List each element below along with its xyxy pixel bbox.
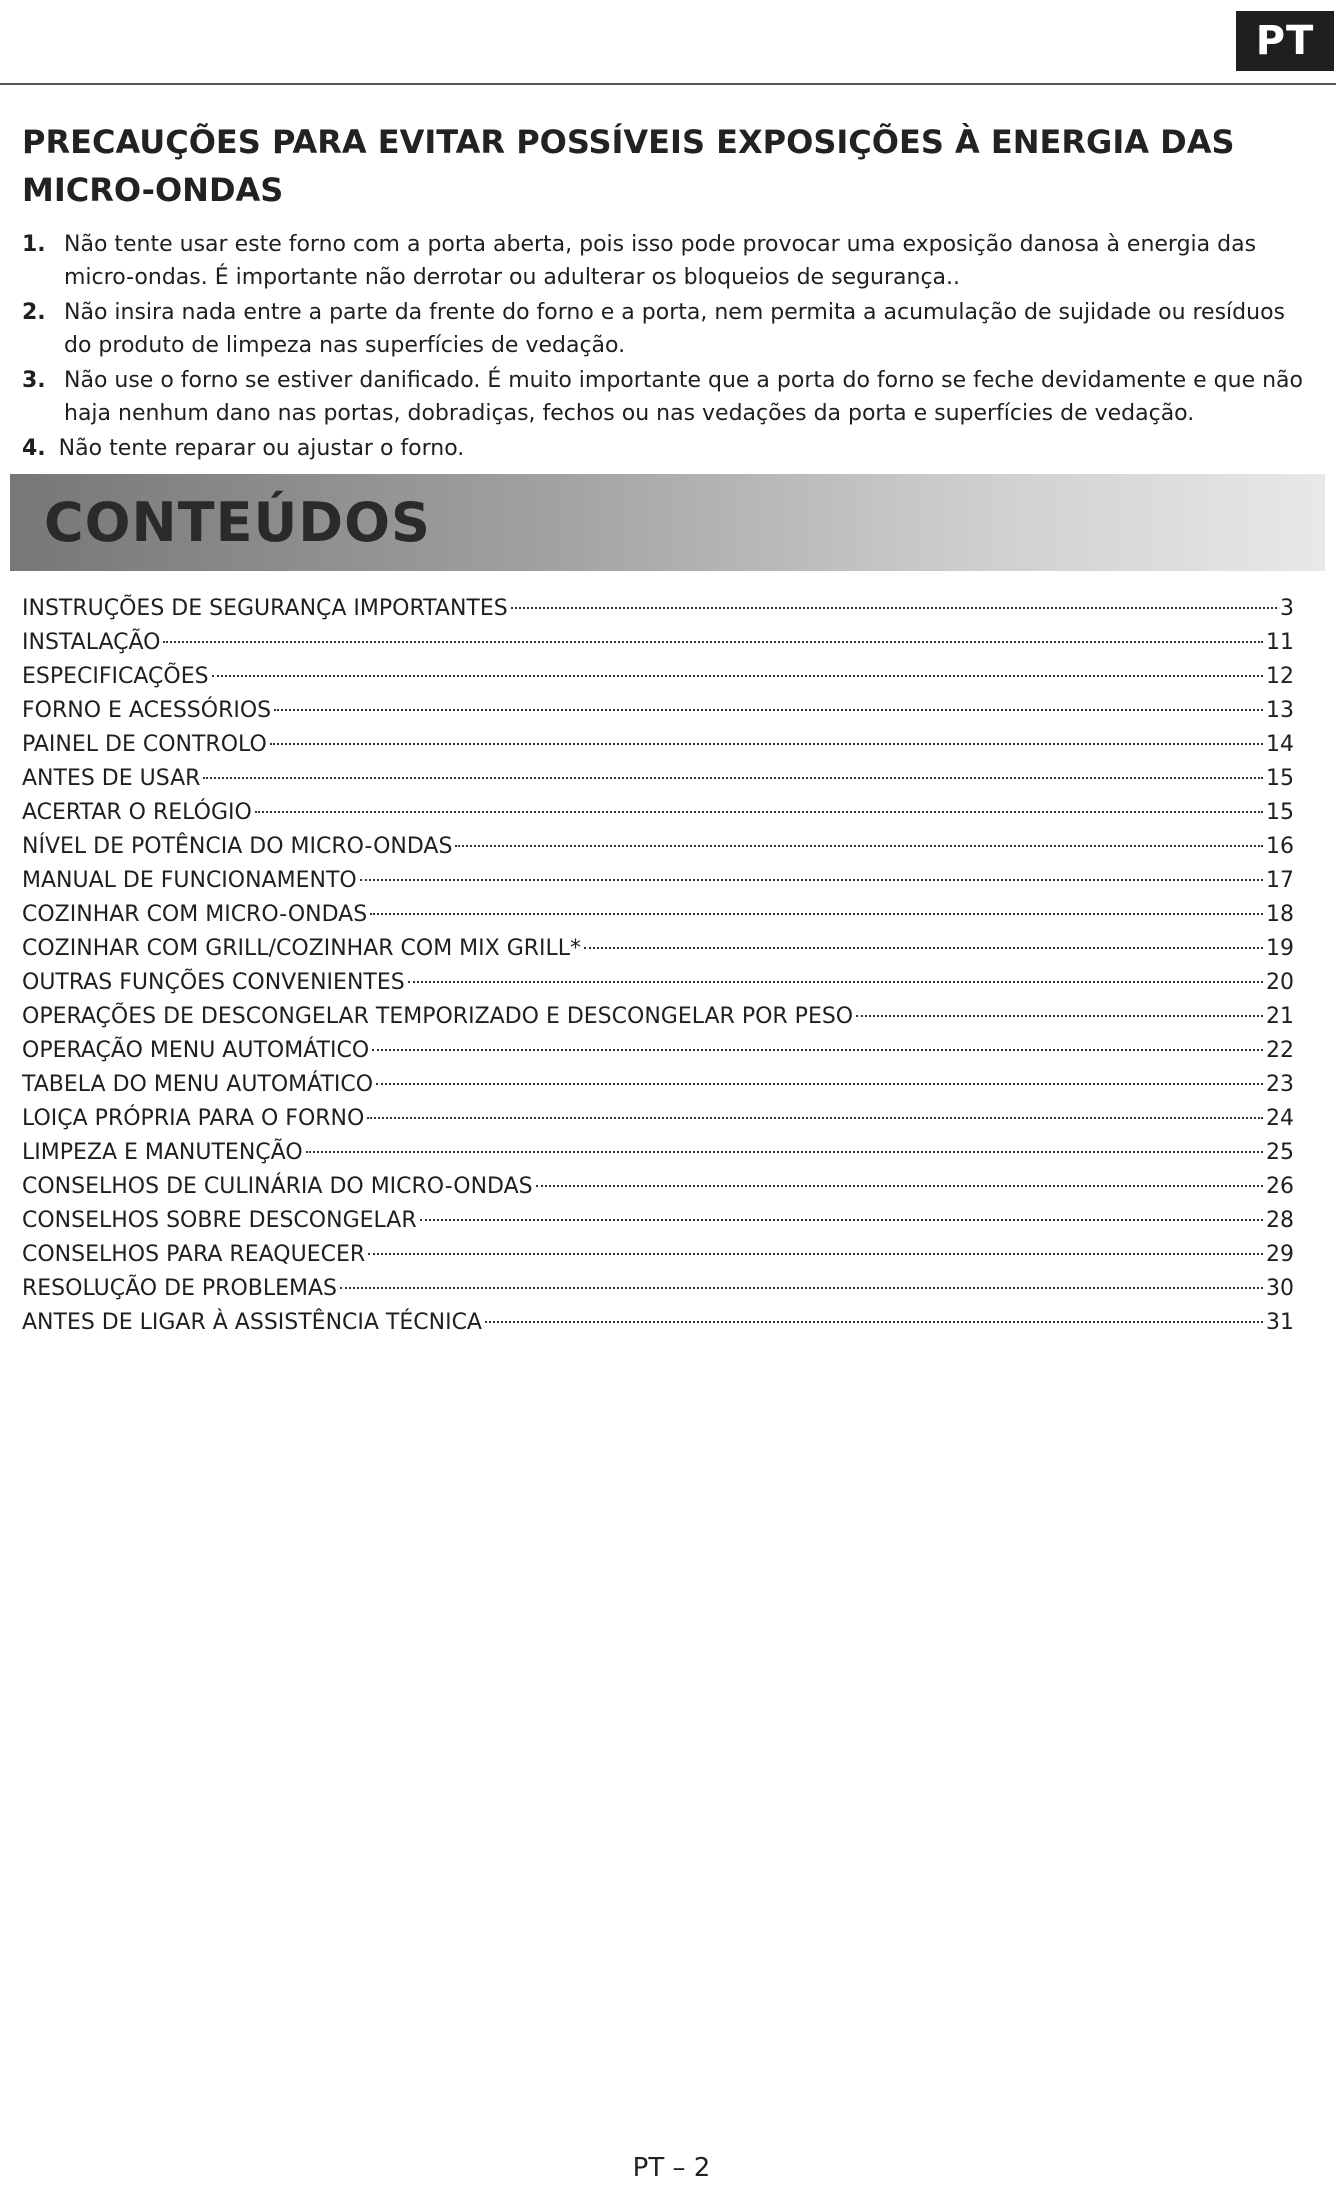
toc-entry[interactable] — [22, 830, 1294, 864]
toc-entry-page: 19 — [1266, 936, 1294, 961]
toc-dot-leader — [455, 845, 1263, 847]
toc-dot-leader — [340, 1287, 1263, 1289]
precaution-text: Não tente reparar ou ajustar o forno. — [58, 436, 465, 461]
toc-entry-page: 15 — [1266, 766, 1294, 791]
precautions-title: PRECAUÇÕES PARA EVITAR POSSÍVEIS EXPOSIÇÕES À ENERGIA DAS MICRO-ONDAS — [22, 123, 1235, 209]
toc-entry-title: FORNO E ACESSÓRIOS — [22, 698, 272, 723]
toc-entry[interactable] — [22, 1000, 1294, 1034]
table-of-contents — [22, 592, 1294, 1340]
toc-dot-leader — [372, 1049, 1263, 1051]
contents-banner — [10, 474, 1325, 571]
precaution-item — [22, 432, 1312, 465]
toc-dot-leader — [367, 1117, 1263, 1119]
toc-dot-leader — [306, 1151, 1263, 1153]
precaution-text: Não insira nada entre a parte da frente do forno e a porta, nem permita a acumulação de sujidade ou resíduos do produto de limpeza nas superfícies de vedação. — [64, 300, 1285, 358]
toc-entry[interactable] — [22, 1034, 1294, 1068]
toc-entry-title: PAINEL DE CONTROLO — [22, 732, 267, 757]
precaution-text: Não use o forno se estiver danificado. É muito importante que a porta do forno se feche devidamente e que não haja nenhum dano nas portas, dobradiças, fechos ou nas vedações da porta e superfícies de vedação. — [64, 368, 1303, 426]
toc-entry[interactable] — [22, 1204, 1294, 1238]
toc-entry-page: 30 — [1266, 1276, 1294, 1301]
precaution-number: 3. — [22, 368, 46, 393]
precaution-item — [22, 296, 1312, 362]
toc-entry-page: 16 — [1266, 834, 1294, 859]
toc-entry-page: 22 — [1266, 1038, 1294, 1063]
toc-dot-leader — [408, 981, 1263, 983]
precaution-number: 1. — [22, 232, 46, 257]
toc-entry[interactable] — [22, 864, 1294, 898]
toc-entry-page: 25 — [1266, 1140, 1294, 1165]
toc-dot-leader — [511, 607, 1277, 609]
toc-dot-leader — [584, 947, 1263, 949]
precaution-number: 2. — [22, 300, 46, 325]
toc-entry-title: MANUAL DE FUNCIONAMENTO — [22, 868, 357, 893]
toc-dot-leader — [203, 777, 1263, 779]
language-badge: PT — [1236, 11, 1334, 71]
toc-entry-page: 11 — [1266, 630, 1294, 655]
toc-entry-title: COZINHAR COM MICRO-ONDAS — [22, 902, 368, 927]
toc-entry-title: LOIÇA PRÓPRIA PARA O FORNO — [22, 1106, 365, 1131]
toc-entry-page: 15 — [1266, 800, 1294, 825]
toc-entry[interactable] — [22, 1068, 1294, 1102]
toc-entry-page: 3 — [1280, 596, 1294, 621]
toc-entry-title: NÍVEL DE POTÊNCIA DO MICRO-ONDAS — [22, 834, 453, 859]
toc-entry-title: OPERAÇÕES DE DESCONGELAR TEMPORIZADO E DESCONGELAR POR PESO — [22, 1004, 854, 1029]
toc-dot-leader — [376, 1083, 1263, 1085]
toc-entry[interactable] — [22, 1306, 1294, 1340]
header-divider — [0, 83, 1336, 85]
precautions-section — [22, 118, 1312, 467]
toc-dot-leader — [212, 675, 1263, 677]
toc-entry-page: 13 — [1266, 698, 1294, 723]
toc-entry-title: INSTRUÇÕES DE SEGURANÇA IMPORTANTES — [22, 596, 508, 621]
precaution-number: 4. — [22, 436, 46, 461]
toc-entry-title: CONSELHOS SOBRE DESCONGELAR — [22, 1208, 417, 1233]
toc-entry[interactable] — [22, 660, 1294, 694]
toc-entry-title: OPERAÇÃO MENU AUTOMÁTICO — [22, 1038, 370, 1063]
toc-entry-title: OUTRAS FUNÇÕES CONVENIENTES — [22, 970, 405, 995]
toc-entry-page: 28 — [1266, 1208, 1294, 1233]
toc-entry[interactable] — [22, 1136, 1294, 1170]
toc-entry[interactable] — [22, 694, 1294, 728]
toc-entry-title: ANTES DE LIGAR À ASSISTÊNCIA TÉCNICA — [22, 1310, 482, 1335]
toc-dot-leader — [163, 641, 1263, 643]
toc-dot-leader — [274, 709, 1263, 711]
toc-entry-page: 20 — [1266, 970, 1294, 995]
precaution-item — [22, 364, 1312, 430]
toc-entry-page: 26 — [1266, 1174, 1294, 1199]
toc-entry-title: TABELA DO MENU AUTOMÁTICO — [22, 1072, 374, 1097]
toc-entry[interactable] — [22, 932, 1294, 966]
precautions-list — [22, 228, 1312, 465]
toc-entry[interactable] — [22, 796, 1294, 830]
toc-entry-title: INSTALAÇÃO — [22, 630, 161, 655]
toc-entry-page: 29 — [1266, 1242, 1294, 1267]
toc-entry-page: 14 — [1266, 732, 1294, 757]
toc-entry[interactable] — [22, 966, 1294, 1000]
toc-entry-title: CONSELHOS DE CULINÁRIA DO MICRO-ONDAS — [22, 1174, 533, 1199]
toc-dot-leader — [856, 1015, 1263, 1017]
toc-entry-title: ANTES DE USAR — [22, 766, 201, 791]
toc-entry[interactable] — [22, 1238, 1294, 1272]
toc-dot-leader — [536, 1185, 1263, 1187]
precaution-item — [22, 228, 1312, 294]
toc-entry-page: 17 — [1266, 868, 1294, 893]
toc-entry-page: 31 — [1266, 1310, 1294, 1335]
toc-entry-title: CONSELHOS PARA REAQUECER — [22, 1242, 366, 1267]
toc-dot-leader — [270, 743, 1263, 745]
toc-dot-leader — [360, 879, 1263, 881]
toc-entry-title: ESPECIFICAÇÕES — [22, 664, 209, 689]
toc-entry[interactable] — [22, 1170, 1294, 1204]
toc-dot-leader — [368, 1253, 1263, 1255]
toc-entry-page: 23 — [1266, 1072, 1294, 1097]
toc-entry[interactable] — [22, 626, 1294, 660]
toc-entry-page: 18 — [1266, 902, 1294, 927]
toc-entry[interactable] — [22, 728, 1294, 762]
toc-entry-page: 12 — [1266, 664, 1294, 689]
toc-entry-title: COZINHAR COM GRILL/COZINHAR COM MIX GRILL* — [22, 936, 582, 961]
toc-dot-leader — [370, 913, 1263, 915]
page-number: PT – 2 — [632, 2153, 711, 2183]
toc-dot-leader — [420, 1219, 1263, 1221]
toc-dot-leader — [485, 1321, 1263, 1323]
toc-entry[interactable] — [22, 592, 1294, 626]
toc-entry[interactable] — [22, 1102, 1294, 1136]
toc-entry-title: LIMPEZA E MANUTENÇÃO — [22, 1140, 303, 1165]
precaution-text: Não tente usar este forno com a porta aberta, pois isso pode provocar uma exposição danosa à energia das micro-ondas. É importante não derrotar ou adulterar os bloqueios de segurança.. — [64, 232, 1257, 290]
toc-entry[interactable] — [22, 762, 1294, 796]
toc-entry-page: 24 — [1266, 1106, 1294, 1131]
toc-entry-title: ACERTAR O RELÓGIO — [22, 800, 252, 825]
contents-title: CONTEÚDOS — [44, 491, 431, 554]
toc-dot-leader — [255, 811, 1263, 813]
toc-entry[interactable] — [22, 898, 1294, 932]
toc-entry[interactable] — [22, 1272, 1294, 1306]
toc-entry-page: 21 — [1266, 1004, 1294, 1029]
toc-entry-title: RESOLUÇÃO DE PROBLEMAS — [22, 1276, 338, 1301]
